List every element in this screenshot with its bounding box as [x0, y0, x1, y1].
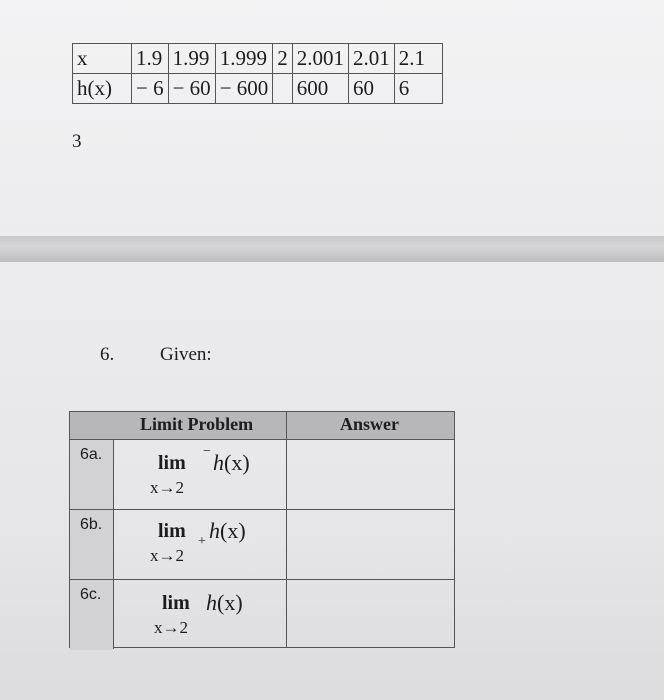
function-expression [206, 590, 243, 616]
page-fold-band [0, 236, 664, 262]
row-label: 6b. [80, 516, 103, 533]
lim-text: lim [158, 452, 186, 474]
approach-text: x→2 [150, 478, 184, 497]
limit-row-6c [70, 580, 454, 650]
h-value-cell: − 600 [215, 74, 273, 104]
lim-text: lim [162, 592, 190, 614]
answer-input-6a[interactable] [287, 440, 454, 509]
function-argument: (x) [217, 590, 243, 615]
h-label-cell: h(x) [73, 74, 132, 104]
question-number: 6. [100, 344, 115, 365]
h-value-cell: 6 [394, 74, 442, 104]
limit-table [69, 411, 455, 648]
h-value-cell: − 60 [168, 74, 215, 104]
function-expression [209, 518, 246, 544]
question-text: Given: [160, 344, 212, 365]
function-expression [213, 450, 250, 476]
label-column-divider [113, 440, 114, 649]
one-sided-sign: + [198, 534, 206, 549]
function-argument: (x) [224, 450, 250, 475]
answer-input-6b[interactable] [287, 510, 454, 579]
header-answer: Answer [340, 414, 399, 434]
answer-column-divider [286, 412, 287, 647]
value-table [72, 43, 443, 104]
x-value-cell: 2.001 [292, 44, 348, 74]
h-value-cell: − 6 [132, 74, 169, 104]
h-value-cell: 60 [349, 74, 395, 104]
answer-input-6c[interactable] [287, 580, 454, 650]
lim-text: lim [158, 520, 186, 542]
function-name: h [213, 450, 224, 475]
approach-text: x→2 [154, 618, 188, 637]
limit-table-header [70, 412, 454, 440]
x-value-cell: 2.01 [349, 44, 395, 74]
header-limit-problem: Limit Problem [140, 414, 254, 434]
x-value-cell: 1.99 [168, 44, 215, 74]
function-name: h [206, 590, 217, 615]
x-value-cell: 2.1 [394, 44, 442, 74]
x-value-cell: 1.9 [132, 44, 169, 74]
x-value-cell: 2 [273, 44, 293, 74]
x-value-cell: 1.999 [215, 44, 273, 74]
x-row [73, 44, 443, 74]
x-label-cell: x [73, 44, 132, 74]
limit-row-6a [70, 440, 454, 510]
h-row [73, 74, 443, 104]
worksheet-top-page [0, 0, 664, 236]
h-value-cell [273, 74, 293, 104]
row-label: 6c. [80, 586, 102, 603]
one-sided-sign: − [203, 444, 211, 459]
function-name: h [209, 518, 220, 543]
h-value-cell: 600 [292, 74, 348, 104]
row-label: 6a. [80, 446, 103, 463]
limit-row-6b [70, 510, 454, 580]
page-number: 3 [72, 131, 82, 152]
function-argument: (x) [220, 518, 246, 543]
approach-text: x→2 [150, 546, 184, 565]
